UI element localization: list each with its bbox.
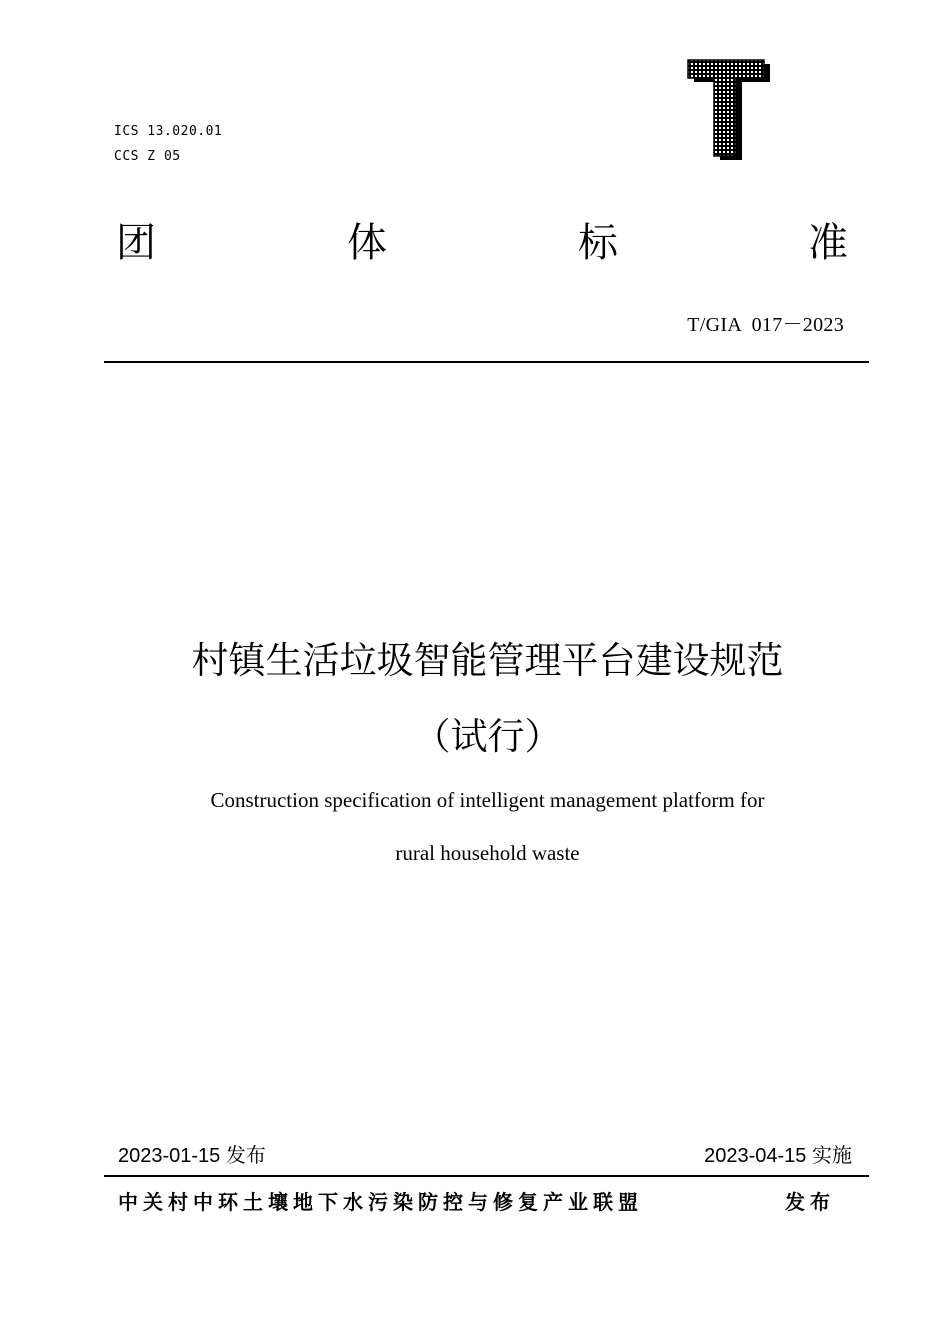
heading-char-4: 准	[808, 220, 848, 266]
heading-char-1: 团	[116, 220, 156, 266]
implement-date: 2023-04-15 实施	[704, 1145, 852, 1167]
publish-date: 2023-01-15 发布	[118, 1145, 266, 1167]
top-divider	[104, 361, 869, 363]
heading-char-2: 体	[347, 220, 387, 266]
ccs-code: CCS Z 05	[114, 149, 181, 164]
t-logo-icon	[686, 58, 770, 160]
title-chinese-trial: （试行）	[413, 715, 562, 758]
bottom-divider	[104, 1175, 869, 1177]
ics-code: ICS 13.020.01	[114, 124, 223, 139]
standard-number: T/GIA 017－2023	[687, 314, 844, 336]
title-english-line-2: rural household waste	[395, 841, 580, 865]
publish-label: 发布	[785, 1190, 835, 1214]
heading-char-3: 标	[578, 220, 618, 266]
title-chinese: 村镇生活垃圾智能管理平台建设规范	[191, 639, 784, 682]
title-english-line-1: Construction specification of intelligent management platform for	[210, 788, 765, 812]
publisher-name: 中关村中环土壤地下水污染防控与修复产业联盟	[118, 1190, 643, 1214]
